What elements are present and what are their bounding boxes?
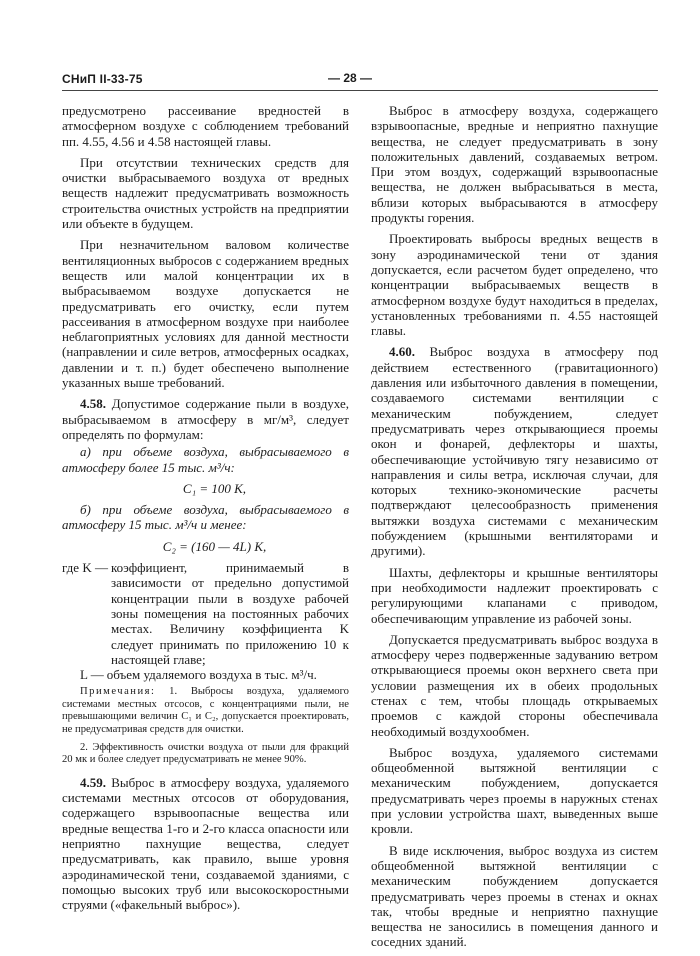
- header-rule: [62, 90, 658, 91]
- definition-k: [62, 560, 349, 667]
- clause-number: 4.59.: [80, 774, 106, 790]
- definition-l: [62, 667, 349, 682]
- case-b: б) при объеме воздуха, выбрасываемого в атмосферу 15 тыс. м³/ч и менее:: [62, 502, 349, 533]
- definition-key: где K —: [62, 560, 108, 576]
- definition-text: коэффициент, принимаемый в зависимости от предельно допустимой концентрации пыли в воздухе рабочей зоны помещения на постоянных рабочих местах. Величину коэффициента K следует принимать по приложению 10 к настоящей главе;: [110, 560, 349, 667]
- clause-text: Допустимое содержание пыли в воздухе, выбрасываемом в атмосферу в мг/м³, следует определять по формулам:: [62, 396, 350, 442]
- note-1: [62, 686, 349, 736]
- clause-text: Выброс в атмосферу воздуха, удаляемого системами местных отсосов от оборудования, содержащего взрывоопасные вещества или вредные вещества 1-го и 2-го класса опасности или неприятно пахнущие вещества, следует предусматривать, как правило, выше уровня аэродинамической тени, создаваемой зданиями, с помощью высоких труб или высокоскоростными струями («факельный выброс»).: [62, 774, 349, 913]
- case-a: а) при объеме воздуха, выбрасываемого в атмосферу более 15 тыс. м³/ч:: [62, 444, 349, 475]
- paragraph: При отсутствии технических средств для очистки выбрасываемого воздуха от вредных веществ надлежит предусматривать возможность строительства очистных устройств на предприятии или объекте в будущем.: [62, 154, 349, 232]
- definition-text: объем удаляемого воздуха в тыс. м³/ч.: [106, 667, 317, 683]
- right-column: [371, 103, 658, 956]
- clause-text: Выброс воздуха в атмосферу под действием естественного (гравитационного) давления или избыточного давления в помещении, создаваемого системами вентиляции с механическим побуждением, следует предусматривать через открывающиеся проемы окон и фонарей, дефлекторы и шахты, обеспечивающие устойчивую тягу независимо от направления и силы ветра, исключая случаи, для которых технико-экономические расчеты подтверждают целесообразность применения вытяжки воздуха системами с механическим побуждением (крышными вентиляторами и другими).: [371, 344, 658, 559]
- notes-label: Примечания:: [80, 686, 156, 698]
- paragraph: предусмотрено рассеивание вредностей в атмосферном воздухе с соблюдением требований пп. 4.55, 4.56 и 4.58 настоящей главы.: [62, 103, 349, 149]
- note-text: 1. Выбросы воздуха, удаляемого системами местных отсосов, с концентрациями пыли, не превышающими величин C₁ и C₂, допускается проектировать, не предусматривая средств для очистки.: [62, 686, 349, 735]
- note-2: 2. Эффективность очистки воздуха от пыли для фракций 20 мк и более следует предусматривать не менее 90%.: [62, 742, 349, 766]
- document-code: СНиП II-33-75: [62, 72, 143, 86]
- paragraph: Проектировать выбросы вредных веществ в зону аэродинамической тени от здания допускается, если расчетом будет определено, что концентрации выбрасываемых веществ в атмосферном воздухе будут находиться в пределах, установленных требованиями п. 4.55 настоящей главы.: [371, 231, 658, 339]
- definitions: [62, 560, 349, 682]
- definition-key: L —: [80, 667, 104, 683]
- left-column: [62, 103, 349, 919]
- clause-number: 4.58.: [80, 396, 106, 412]
- paragraph: Допускается предусматривать выброс воздуха в атмосферу через подверженные задуванию ветром открывающиеся проемы окон верхнего света при условии размещения их в обеих продольных стенах с тем, чтобы площадь открываемых проемов с каждой стороны обеспечивала необходимый воздухообмен.: [371, 631, 658, 739]
- paragraph: Выброс в атмосферу воздуха, содержащего взрывоопасные, вредные и неприятно пахнущие вещества, не следует предусматривать в зону положительных давлений, создаваемых ветром. При этом воздух, содержащий взрывоопасные вещества, не должен выбрасываться в места, вблизи которых выбрасываются в атмосферу продукты горения.: [371, 103, 658, 226]
- clause-4-60: [371, 344, 658, 558]
- clause-4-59: [62, 775, 349, 913]
- clause-4-58: [62, 396, 349, 442]
- paragraph: В виде исключения, выброс воздуха из систем общеобменной вытяжной вентиляции с механическим побуждением допускается предусматривать через проемы в стенах и окнах так, чтобы вредные и неприятно пахнущие вещества не заносились в помещения данного и соседних зданий.: [371, 842, 658, 950]
- page-number: — 28 —: [328, 71, 373, 85]
- formula-b: C₂ = (160 — 4L) K,: [162, 538, 267, 554]
- paragraph: Шахты, дефлекторы и крышные вентиляторы при необходимости надлежит проектировать с регулирующими клапанами с приводом, обеспечивающим управление из рабочей зоны.: [371, 564, 658, 626]
- clause-number: 4.60.: [389, 344, 415, 360]
- paragraph: При незначительном валовом количестве вентиляционных выбросов с содержанием вредных веществ или малой концентрации их в выбрасываемом воздухе допускается не предусматривать его очистку, если путем рассеивания в атмосферном воздухе при наиболее неблагоприятных условиях для данной местности (направлении и силе ветров, атмосферных осадках, давлении и т. п.) будет обеспечено выполнение указанных выше требований.: [62, 237, 349, 391]
- paragraph: Выброс воздуха, удаляемого системами общеобменной вытяжной вентиляции с механическим побуждением, допускается предусматривать через проемы в наружных стенах при условии устройства шахт, выведенных выше кровли.: [371, 744, 658, 837]
- formula-a: C₁ = 100 K,: [182, 480, 247, 496]
